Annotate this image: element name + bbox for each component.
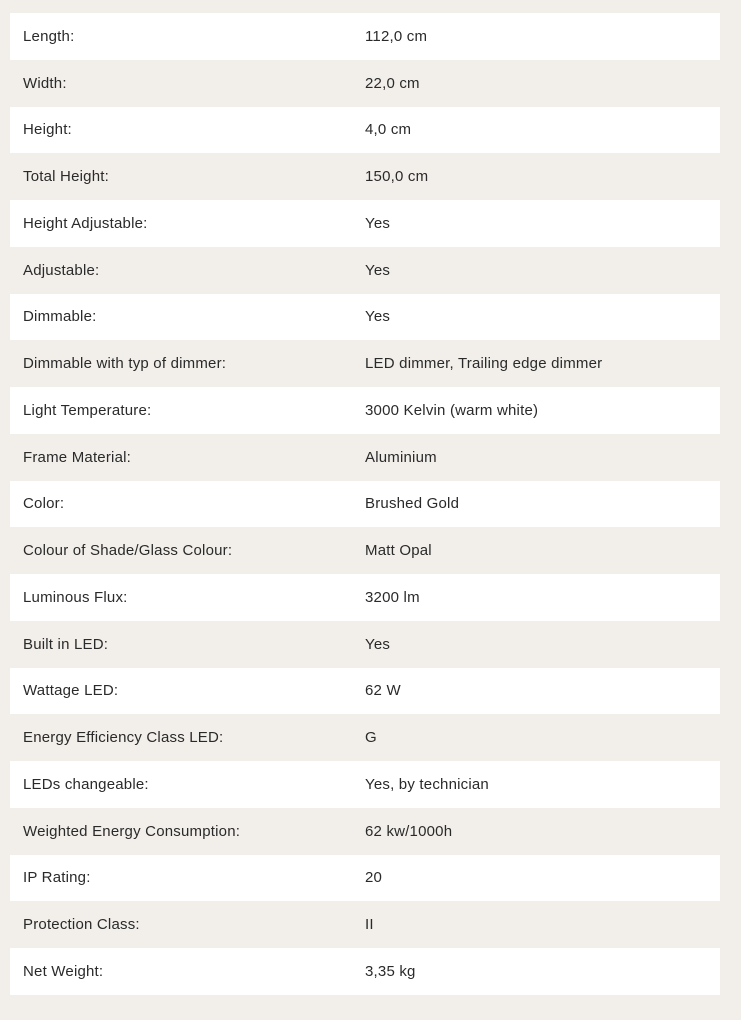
spec-value: 22,0 cm: [365, 74, 420, 92]
spec-label: Width:: [23, 74, 67, 92]
spec-label: Light Temperature:: [23, 401, 152, 419]
spec-value: 112,0 cm: [365, 27, 428, 45]
spec-row-energy-class: [10, 714, 720, 761]
spec-value: II: [365, 916, 374, 934]
spec-label: IP Rating:: [23, 869, 91, 887]
spec-label: LEDs changeable:: [23, 775, 149, 793]
spec-value: Brushed Gold: [365, 495, 460, 513]
spec-value: 150,0 cm: [365, 168, 429, 186]
spec-label: Color:: [23, 495, 65, 513]
spec-label: Wattage LED:: [23, 682, 119, 700]
spec-value: 4,0 cm: [365, 121, 412, 139]
spec-label: Frame Material:: [23, 448, 132, 466]
spec-row-dimmable: [10, 294, 720, 341]
spec-value: 62 kw/1000h: [365, 822, 453, 840]
spec-label: Adjustable:: [23, 261, 100, 279]
spec-label: Dimmable:: [23, 308, 97, 326]
spec-value: G: [365, 729, 377, 747]
spec-row-height-adjustable: [10, 200, 720, 247]
spec-row-luminous-flux: [10, 574, 720, 621]
spec-label: Height:: [23, 121, 72, 139]
spec-label: Protection Class:: [23, 916, 140, 934]
spec-row-height: [10, 107, 720, 154]
spec-row-frame-material: [10, 434, 720, 481]
spec-row-dimmer-type: [10, 340, 720, 387]
spec-label: Energy Efficiency Class LED:: [23, 729, 224, 747]
spec-value: 3000 Kelvin (warm white): [365, 401, 539, 419]
spec-row-protection-class: [10, 901, 720, 948]
spec-row-net-weight: [10, 948, 720, 995]
spec-value: Yes: [365, 214, 391, 232]
spec-label: Net Weight:: [23, 962, 104, 980]
spec-row-wattage-led: [10, 668, 720, 715]
spec-label: Colour of Shade/Glass Colour:: [23, 542, 233, 560]
spec-row-ip-rating: [10, 855, 720, 902]
spec-label: Built in LED:: [23, 635, 109, 653]
spec-label: Total Height:: [23, 168, 109, 186]
spec-label: Luminous Flux:: [23, 588, 128, 606]
spec-row-width: [10, 60, 720, 107]
spec-row-color: [10, 481, 720, 528]
spec-label: Height Adjustable:: [23, 214, 148, 232]
spec-row-light-temperature: [10, 387, 720, 434]
spec-row-energy-consumption: [10, 808, 720, 855]
spec-value: Aluminium: [365, 448, 437, 466]
spec-row-built-in-led: [10, 621, 720, 668]
spec-label: Dimmable with typ of dimmer:: [23, 355, 227, 373]
spec-table: [10, 13, 720, 995]
spec-value: Yes, by technician: [365, 775, 489, 793]
spec-value: 3200 lm: [365, 588, 420, 606]
spec-value: Yes: [365, 261, 391, 279]
spec-value: Matt Opal: [365, 542, 432, 560]
spec-row-total-height: [10, 153, 720, 200]
spec-label: Weighted Energy Consumption:: [23, 822, 241, 840]
spec-row-adjustable: [10, 247, 720, 294]
spec-value: 62 W: [365, 682, 401, 700]
spec-value: LED dimmer, Trailing edge dimmer: [365, 355, 603, 373]
spec-value: 20: [365, 869, 383, 887]
spec-label: Length:: [23, 27, 75, 45]
spec-row-length: [10, 13, 720, 60]
spec-value: Yes: [365, 635, 391, 653]
spec-value: Yes: [365, 308, 391, 326]
spec-value: 3,35 kg: [365, 962, 416, 980]
spec-row-shade-colour: [10, 527, 720, 574]
spec-row-leds-changeable: [10, 761, 720, 808]
